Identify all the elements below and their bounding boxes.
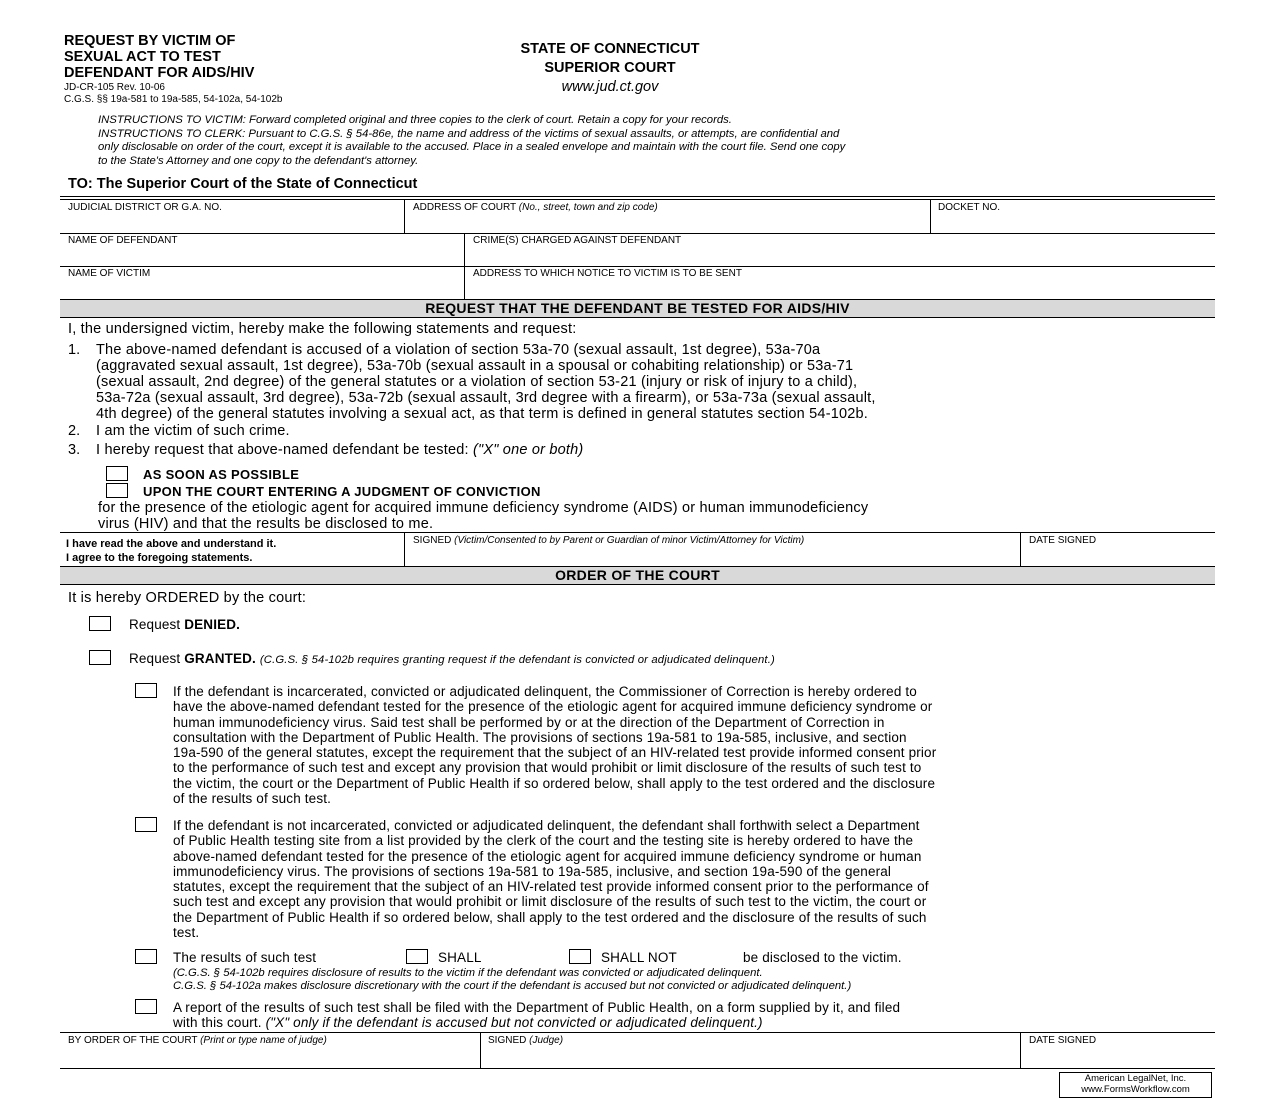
divider (1020, 532, 1021, 566)
text-line: of Public Health testing site from a list provided by the clerk of the court and the testing site is hereby ordered to have the (173, 833, 914, 849)
request-purpose (98, 500, 868, 532)
field-label: NAME OF VICTIM (68, 268, 151, 279)
court-website: www.jud.ct.gov (561, 79, 659, 95)
text-line: 19a-590 of the general statutes, except the requirement that the subject of an HIV-related test provide informed consent prior (173, 745, 937, 761)
conviction-option-label: UPON THE COURT ENTERING A JUDGMENT OF CONVICTION (143, 484, 541, 499)
court-address-field[interactable] (413, 202, 658, 214)
text-line: If the defendant is not incarcerated, convicted or adjudicated delinquent, the defendant shall forthwith select a Department (173, 818, 920, 833)
results-prefix: The results of such test (173, 950, 317, 965)
divider (930, 199, 931, 233)
item-number: 3. (68, 442, 81, 458)
conviction-checkbox[interactable] (106, 483, 128, 498)
defendant-name-field[interactable] (68, 235, 177, 247)
emphasis: DENIED. (184, 617, 241, 632)
text-line: the victim, the court or the Department of Public Health if so ordered below, shall apply to the test ordered and the disclosure (173, 775, 936, 791)
divider (60, 266, 1215, 267)
shall-label: SHALL (438, 950, 482, 965)
results-suffix: be disclosed to the victim. (743, 950, 902, 965)
field-label: CRIME(S) CHARGED AGAINST DEFENDANT (473, 235, 682, 246)
text-line: C.G.S. § 54-102a makes disclosure discretionary with the court if the defendant is accused but not convicted or adjudicated delinquent.) (173, 979, 852, 992)
text-line: (C.G.S. § 54-102b requires disclosure of results to the victim if the defendant was convicted or adjudicated delinquent. (173, 967, 763, 979)
field-label: SIGNED (413, 535, 452, 546)
docket-number-field[interactable] (938, 202, 1000, 214)
victim-address-field[interactable] (473, 268, 742, 280)
form-statutes: C.G.S. §§ 19a-581 to 19a-585, 54-102a, 54-102b (64, 94, 283, 105)
hint: (C.G.S. § 54-102b requires granting request if the defendant is convicted or adjudicated delinquent.) (259, 654, 775, 666)
divider (60, 199, 1215, 200)
text-line: If the defendant is incarcerated, convicted or adjudicated delinquent, the Commissioner of Correction is hereby ordered to (173, 684, 917, 699)
divider (60, 1032, 1215, 1033)
victim-name-field[interactable] (68, 268, 150, 280)
text-line: I have read the above and understand it. (66, 538, 277, 550)
instructions-victim: INSTRUCTIONS TO VICTIM: Forward completed original and three copies to the clerk of court. Retain a copy for your records. (98, 114, 732, 126)
incarcerated-checkbox[interactable] (135, 683, 157, 698)
granted-option (129, 651, 775, 668)
field-hint: (Judge) (529, 1035, 564, 1046)
divider (464, 233, 465, 299)
text-line: consultation with the Department of Public Health. The provisions of sections 19a-581 to 19a-585, inclusive, and section (173, 729, 907, 745)
text-line: (sexual assault, 2nd degree) of the general statutes or a violation of section 53-21 (injury or risk of injury to a child), (96, 374, 858, 390)
order-intro: It is hereby ORDERED by the court: (68, 590, 307, 606)
item-number: 1. (68, 342, 81, 358)
text-line: such test and except any provision that would prohibit or limit disclosure of the results of such test to the victim, the court or (173, 894, 927, 910)
text-line: to the performance of such test and except any provision that would prohibit or limit disclosure of the results of such test to (173, 760, 922, 776)
text-line: immunodeficiency virus. The provisions of sections 19a-581 to 19a-585, inclusive, and section 19a-590 of the general (173, 863, 892, 879)
state-name: STATE OF CONNECTICUT (520, 41, 700, 57)
text-line: of the results of such test. (173, 791, 332, 807)
field-label: NAME OF DEFENDANT (68, 235, 178, 246)
form-meta (64, 82, 283, 106)
text-line: 53a-72a (sexual assault, 3rd degree), 53a-72b (sexual assault, 3rd degree with a firearm), or 53a-73a (sexual assault, (96, 390, 876, 406)
divider (1020, 1032, 1021, 1068)
text-line: test. (173, 925, 200, 941)
denied-checkbox[interactable] (89, 616, 111, 631)
divider (404, 532, 405, 566)
field-label: DATE SIGNED (1029, 1035, 1097, 1046)
text: Request (129, 651, 181, 666)
hint: ("X" only if the defendant is accused but not convicted or adjudicated delinquent.) (265, 1015, 763, 1031)
request-item-3 (96, 442, 583, 458)
publisher-name: American LegalNet, Inc. (1084, 1073, 1187, 1084)
form-title-line: REQUEST BY VICTIM OF (64, 33, 236, 49)
shall-not-checkbox[interactable] (569, 949, 591, 964)
judge-signature-field[interactable] (488, 1035, 563, 1047)
form-title-line: DEFENDANT FOR AIDS/HIV (64, 65, 255, 81)
form-number: JD-CR-105 Rev. 10-06 (64, 82, 165, 93)
judicial-district-field[interactable] (68, 202, 222, 214)
hint: ("X" one or both) (472, 442, 584, 458)
text-line: the Department of Public Health if so ordered below, shall apply to the test ordered and the disclosure of the results of such (173, 909, 927, 925)
court-name: SUPERIOR COURT (544, 60, 676, 76)
acknowledgement (66, 537, 276, 565)
incarcerated-order-text (173, 684, 936, 806)
field-label: DOCKET NO. (938, 202, 1001, 213)
not-incarcerated-order-text (173, 818, 929, 940)
victim-date-field[interactable] (1029, 535, 1096, 547)
text-line: 4th degree) of the general statutes involving a sexual act, as that term is defined in general statutes section 54-102b. (96, 406, 869, 422)
request-section-heading: REQUEST THAT THE DEFENDANT BE TESTED FOR AIDS/HIV (60, 299, 1215, 318)
publisher-url: www.FormsWorkflow.com (1081, 1084, 1190, 1095)
text-line: I agree to the foregoing statements. (66, 552, 253, 564)
crimes-charged-field[interactable] (473, 235, 681, 247)
request-item-1 (96, 342, 876, 422)
form-title-line: SEXUAL ACT TO TEST (64, 49, 221, 65)
court-heading (460, 40, 760, 97)
results-notes (173, 967, 851, 993)
asap-checkbox[interactable] (106, 466, 128, 481)
instructions-clerk-line: only disclosable on order of the court, except it is available to the accused. Place in a sealed envelope and maintain with the court file. Send one copy (98, 141, 846, 154)
report-order-text (173, 1000, 900, 1031)
report-checkbox[interactable] (135, 999, 157, 1014)
text-line: virus (HIV) and that the results be disclosed to me. (98, 516, 434, 532)
text-line: human immunodeficiency virus. Said test shall be performed by or at the direction of the Department of Correction in (173, 714, 885, 730)
field-label: ADDRESS OF COURT (413, 202, 516, 213)
text-line (173, 1015, 900, 1030)
victim-signature-field[interactable] (413, 535, 804, 547)
granted-checkbox[interactable] (89, 650, 111, 665)
divider (60, 532, 1215, 533)
item-number: 2. (68, 423, 81, 439)
text-line: above-named defendant tested for the presence of the etiologic agent for acquired immune deficiency syndrome or human (173, 848, 922, 864)
field-hint: (Print or type name of judge) (200, 1035, 327, 1046)
text-line: The above-named defendant is accused of a violation of section 53a-70 (sexual assault, 1st degree), 53a-70a (96, 342, 821, 358)
field-label: SIGNED (488, 1035, 527, 1046)
denied-option (129, 617, 240, 632)
divider (480, 1032, 481, 1068)
judge-name-field[interactable] (68, 1035, 327, 1047)
not-incarcerated-checkbox[interactable] (135, 817, 157, 832)
publisher-stamp (1059, 1072, 1212, 1098)
shall-not-label: SHALL NOT (601, 950, 677, 965)
judge-date-field[interactable] (1029, 1035, 1096, 1047)
addressee-line: TO: The Superior Court of the State of Connecticut (68, 176, 418, 192)
text: I hereby request that above-named defendant be tested: (96, 442, 469, 458)
divider (60, 233, 1215, 234)
text-line: (aggravated sexual assault, 1st degree), 53a-70b (sexual assault in a spousal or cohabiting relationship) or 53a-71 (96, 358, 854, 374)
text-line: have the above-named defendant tested for the presence of the etiologic agent for acquired immune deficiency syndrome or (173, 699, 933, 715)
shall-checkbox[interactable] (406, 949, 428, 964)
text-line: statutes, except the requirement that the subject of an HIV-related test provide informed consent prior to the performance of (173, 879, 929, 895)
field-hint: (No., street, town and zip code) (518, 202, 658, 213)
order-section-heading: ORDER OF THE COURT (60, 566, 1215, 585)
divider (60, 196, 1215, 197)
instructions-clerk-line: to the State's Attorney and one copy to the defendant's attorney. (98, 154, 419, 167)
field-label: DATE SIGNED (1029, 535, 1097, 546)
divider (404, 199, 405, 233)
request-item-2: I am the victim of such crime. (96, 423, 290, 439)
asap-option-label: AS SOON AS POSSIBLE (143, 467, 300, 482)
text-line: for the presence of the etiologic agent for acquired immune deficiency syndrome (AIDS) or human immunodeficiency (98, 500, 869, 516)
emphasis: GRANTED. (184, 651, 256, 666)
form-title (64, 33, 364, 81)
instructions (98, 114, 1208, 168)
field-label: ADDRESS TO WHICH NOTICE TO VICTIM IS TO BE SENT (473, 268, 742, 279)
instructions-clerk-line: INSTRUCTIONS TO CLERK: Pursuant to C.G.S. § 54-86e, the name and address of the victims of sexual assaults, or attempts, are confidential and (98, 127, 840, 140)
text: with this court. (173, 1015, 262, 1031)
field-hint: (Victim/Consented to by Parent or Guardian of minor Victim/Attorney for Victim) (454, 535, 805, 546)
request-intro: I, the undersigned victim, hereby make the following statements and request: (68, 321, 577, 337)
text-line: A report of the results of such test shall be filed with the Department of Public Health, on a form supplied by it, and filed (173, 1000, 901, 1015)
text: Request (129, 617, 181, 632)
divider (60, 1068, 1215, 1069)
field-label: BY ORDER OF THE COURT (68, 1035, 198, 1046)
field-label: JUDICIAL DISTRICT OR G.A. NO. (68, 202, 222, 213)
disclosure-checkbox[interactable] (135, 949, 157, 964)
